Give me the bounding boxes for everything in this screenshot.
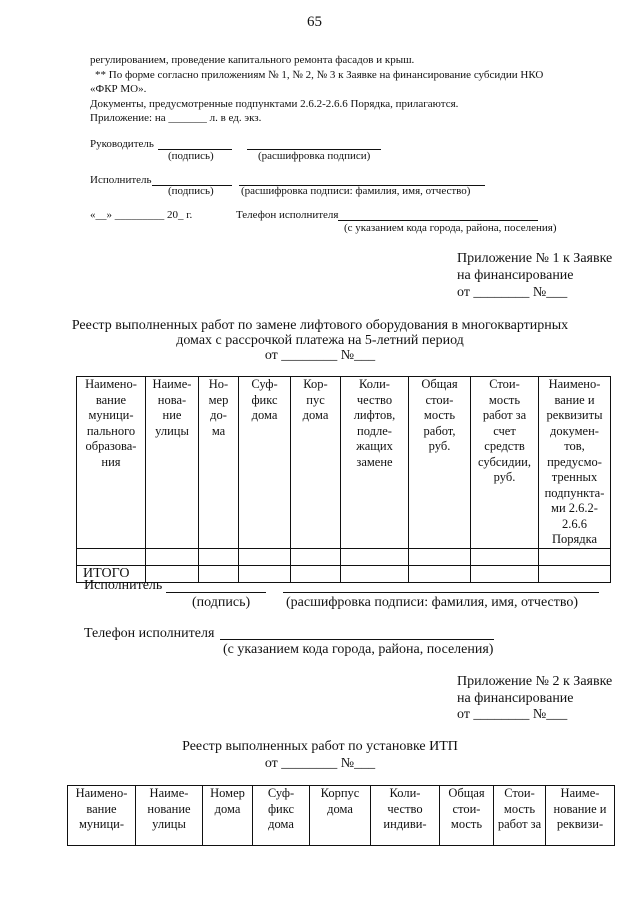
table-header-cell: Наиме- нование улицы bbox=[136, 786, 203, 846]
table-header-cell: Суф- фикс дома bbox=[239, 377, 291, 549]
table-cell bbox=[409, 548, 471, 565]
table-cell bbox=[146, 548, 199, 565]
register-title: Реестр выполненных работ по замене лифтового оборудования в многоквартирных bbox=[71, 318, 569, 333]
sign-caption: (подпись) bbox=[168, 185, 214, 197]
table-cell bbox=[239, 548, 291, 565]
table-header-cell: Наимено- вание муници- пального образова- ния bbox=[77, 377, 146, 549]
signature-line bbox=[283, 592, 599, 593]
table-header-cell: Но- мер до- ма bbox=[199, 377, 239, 549]
table-header-cell: Наимено- вание и реквизиты докумен- тов, предусмо- тренных подпункта- ми 2.6.2- 2.6.6 Порядка bbox=[539, 377, 611, 549]
table-header-row bbox=[77, 377, 611, 549]
table-cell bbox=[539, 548, 611, 565]
table-header-cell: Стои- мость работ за bbox=[494, 786, 546, 846]
appendix-heading: на финансирование bbox=[457, 691, 574, 706]
table-cell bbox=[199, 548, 239, 565]
phone-line bbox=[220, 639, 494, 640]
table-cell bbox=[199, 565, 239, 582]
appendix-heading: на финансирование bbox=[457, 268, 574, 283]
table-header-cell: Общая стои- мость работ, руб. bbox=[409, 377, 471, 549]
decode-caption: (расшифровка подписи: фамилия, имя, отчество) bbox=[286, 595, 579, 610]
note-line: ** По форме согласно приложениям № 1, № 2, № 3 к Заявке на финансирование субсидии НКО bbox=[95, 69, 544, 81]
table-header-cell: Наиме- нова- ние улицы bbox=[146, 377, 199, 549]
table-header-cell: Кор- пус дома bbox=[291, 377, 341, 549]
note-line: Приложение: на _______ л. в ед. экз. bbox=[90, 112, 262, 124]
sign-caption: (подпись) bbox=[168, 150, 214, 162]
note-line: Документы, предусмотренные подпунктами 2.6.2-2.6.6 Порядка, прилагаются. bbox=[90, 98, 459, 110]
register-title-date: от ________ №___ bbox=[264, 756, 376, 771]
register-title: Реестр выполненных работ по установке ИТП bbox=[182, 739, 458, 754]
appendix-heading: от ________ №___ bbox=[457, 285, 568, 300]
total-label: ИТОГО bbox=[77, 565, 146, 582]
phone-caption: (с указанием кода города, района, поселения) bbox=[223, 642, 494, 657]
page-number: 65 bbox=[307, 14, 322, 30]
table-cell bbox=[291, 565, 341, 582]
appendix-heading: Приложение № 1 к Заявке bbox=[457, 251, 613, 266]
executor-label: Исполнитель bbox=[84, 578, 163, 593]
phone-label: Телефон исполнителя bbox=[84, 626, 215, 641]
manager-label: Руководитель bbox=[90, 138, 154, 150]
table-cell bbox=[409, 565, 471, 582]
phone-line bbox=[338, 220, 538, 221]
table-header-row bbox=[68, 786, 615, 846]
table-cell bbox=[539, 565, 611, 582]
table-cell bbox=[341, 548, 409, 565]
table-row bbox=[77, 548, 611, 565]
table-cell bbox=[471, 548, 539, 565]
table-header-cell: Наимено- вание муници- bbox=[68, 786, 136, 846]
table-header-cell: Наиме- нование и реквизи- bbox=[546, 786, 615, 846]
table-header-cell: Суф- фикс дома bbox=[253, 786, 310, 846]
register-table bbox=[67, 785, 615, 846]
appendix-heading: от ________ №___ bbox=[457, 707, 568, 722]
phone-caption: (с указанием кода города, района, поселения) bbox=[344, 222, 557, 234]
table-header-cell: Общая стои- мость bbox=[440, 786, 494, 846]
executor-label: Исполнитель bbox=[90, 174, 152, 186]
note-line: регулированием, проведение капитального ремонта фасадов и крыш. bbox=[90, 54, 415, 66]
table-cell bbox=[341, 565, 409, 582]
register-title: домах с рассрочкой платежа на 5-летний период bbox=[176, 333, 464, 348]
phone-label: Телефон исполнителя bbox=[236, 209, 339, 221]
signature-line bbox=[166, 592, 266, 593]
register-title-date: от ________ №___ bbox=[264, 348, 376, 363]
table-header-cell: Коли- чество лифтов, подле- жащих замене bbox=[341, 377, 409, 549]
table-cell bbox=[471, 565, 539, 582]
table-cell bbox=[291, 548, 341, 565]
table-header-cell: Коли- чество индиви- bbox=[371, 786, 440, 846]
table-cell bbox=[239, 565, 291, 582]
register-table bbox=[76, 376, 611, 583]
date-field: «__» _________ 20_ г. bbox=[90, 209, 193, 221]
decode-caption: (расшифровка подписи: фамилия, имя, отчество) bbox=[241, 185, 471, 197]
table-cell bbox=[77, 548, 146, 565]
table-header-cell: Стои- мость работ за счет средств субсидии, руб. bbox=[471, 377, 539, 549]
decode-caption: (расшифровка подписи) bbox=[258, 150, 371, 162]
table-header-cell: Номер дома bbox=[203, 786, 253, 846]
note-line: «ФКР МО». bbox=[90, 83, 147, 95]
sign-caption: (подпись) bbox=[192, 595, 251, 610]
appendix-heading: Приложение № 2 к Заявке bbox=[457, 674, 613, 689]
table-header-cell: Корпус дома bbox=[310, 786, 371, 846]
